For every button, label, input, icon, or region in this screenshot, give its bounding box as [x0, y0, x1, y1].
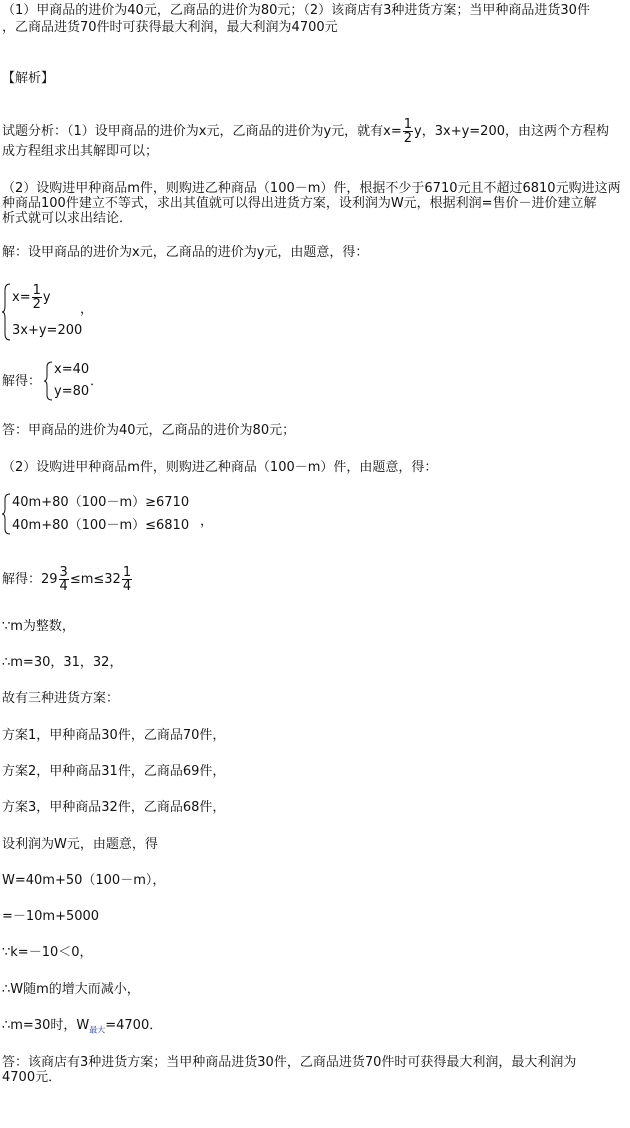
three-plans: 故有三种进货方案： — [2, 691, 120, 706]
analysis-p1-line2: 成方程组求出其解即可以； — [2, 144, 159, 159]
solution-y: y=80 — [54, 384, 90, 399]
section-title: 【解析】 — [2, 71, 55, 86]
analysis-p1-line1 — [2, 118, 609, 145]
integer-note: ∵m为整数， — [2, 619, 75, 634]
fraction-denominator: 2 — [32, 297, 41, 312]
inequality-tail: ， — [200, 514, 214, 529]
range-line — [2, 566, 133, 593]
fraction-numerator: 3 — [59, 565, 68, 580]
fraction-three-quarters — [59, 566, 69, 593]
answer-part-1: 答：甲商品的进价为40元，乙商品的进价为80元； — [2, 423, 296, 438]
m-values: ∴m=30，31，32， — [2, 655, 123, 670]
analysis-p1-before: 试题分析：（1）设甲商品的进价为x元，乙商品的进价为y元，就有x= — [2, 124, 402, 139]
fraction-half — [32, 284, 42, 311]
inequality-a: 40m+80（100－m）≥6710 — [12, 495, 190, 510]
fraction-denominator: 2 — [403, 131, 413, 146]
analysis-p2-line2: 种商品100件建立不等式，求出其值就可以得出进货方案，设利润为W元，根据利润=售价－进价建立解 — [2, 196, 597, 211]
trend-note: ∴W随m的增大而减小， — [2, 982, 140, 997]
analysis-p1-after: y，3x+y=200，由这两个方程构 — [414, 124, 609, 139]
k-note: ∵k=－10＜0， — [2, 945, 93, 960]
eq-a-right: y — [42, 290, 51, 305]
inequality-system — [2, 492, 202, 536]
equation-system-1 — [2, 282, 122, 342]
solve-label: 解得： — [2, 374, 42, 389]
fraction-denominator: 4 — [59, 579, 68, 594]
plan-2: 方案2，甲种商品31件，乙商品69件， — [2, 764, 226, 779]
solution-tail: ． — [90, 374, 104, 389]
inequality-b: 40m+80（100－m）≤6810 — [12, 518, 190, 533]
max-profit-pre: ∴m=30时，W — [2, 1018, 90, 1033]
final-answer-line-1: 答：该商店有3种进货方案；当甲种商品进货30件，乙商品进货70件时可获得最大利润，最大利润为 — [2, 1055, 577, 1070]
left-brace-icon — [44, 360, 54, 402]
profit-intro: 设利润为W元，由题意，得 — [2, 837, 158, 852]
solution-x: x=40 — [54, 362, 90, 377]
analysis-p2-line3: 析式就可以求出结论． — [2, 211, 133, 226]
system-1-eq-a — [12, 284, 51, 311]
range-label: 解得：29 — [2, 572, 58, 587]
fraction-numerator: 1 — [403, 117, 413, 132]
left-brace-icon — [2, 282, 12, 342]
w-equation: W=40m+50（100－m）， — [2, 873, 166, 888]
solution-intro: 解：设甲商品的进价为x元，乙商品的进价为y元，由题意，得： — [2, 245, 369, 260]
final-answer-line-2: 4700元． — [2, 1070, 62, 1085]
max-profit-line — [2, 1017, 162, 1040]
fraction-quarter — [122, 566, 132, 593]
w-simplified: =－10m+5000 — [2, 909, 100, 924]
analysis-p2-line1: （2）设购进甲种商品m件，则购进乙种商品（100－m）件，根据不少于6710元且不超过6810元购进这两 — [2, 181, 621, 196]
max-profit-post: =4700． — [105, 1018, 163, 1033]
max-subscript: 最大 — [89, 1025, 106, 1035]
answer-line-1: （1）甲商品的进价为40元，乙商品的进价为80元；（2）该商店有3种进货方案；当甲种商品进货30件 — [2, 3, 590, 18]
part-2-intro: （2）设购进甲种商品m件，则购进乙种商品（100－m）件，由题意，得： — [2, 460, 438, 475]
fraction-numerator: 1 — [122, 565, 132, 580]
answer-line-2: ，乙商品进货70件时可获得最大利润，最大利润为4700元 — [2, 20, 338, 35]
left-brace-icon — [2, 492, 12, 536]
system-1-tail: ， — [80, 302, 94, 317]
plan-3: 方案3，甲种商品32件，乙商品68件， — [2, 800, 226, 815]
plan-1: 方案1，甲种商品30件，乙商品70件， — [2, 728, 226, 743]
range-middle: ≤m≤32 — [69, 572, 121, 587]
fraction-half — [403, 118, 413, 145]
fraction-numerator: 1 — [32, 283, 41, 298]
eq-a-left: x= — [12, 290, 31, 305]
fraction-denominator: 4 — [122, 579, 132, 594]
system-1-eq-b: 3x+y=200 — [12, 323, 83, 338]
